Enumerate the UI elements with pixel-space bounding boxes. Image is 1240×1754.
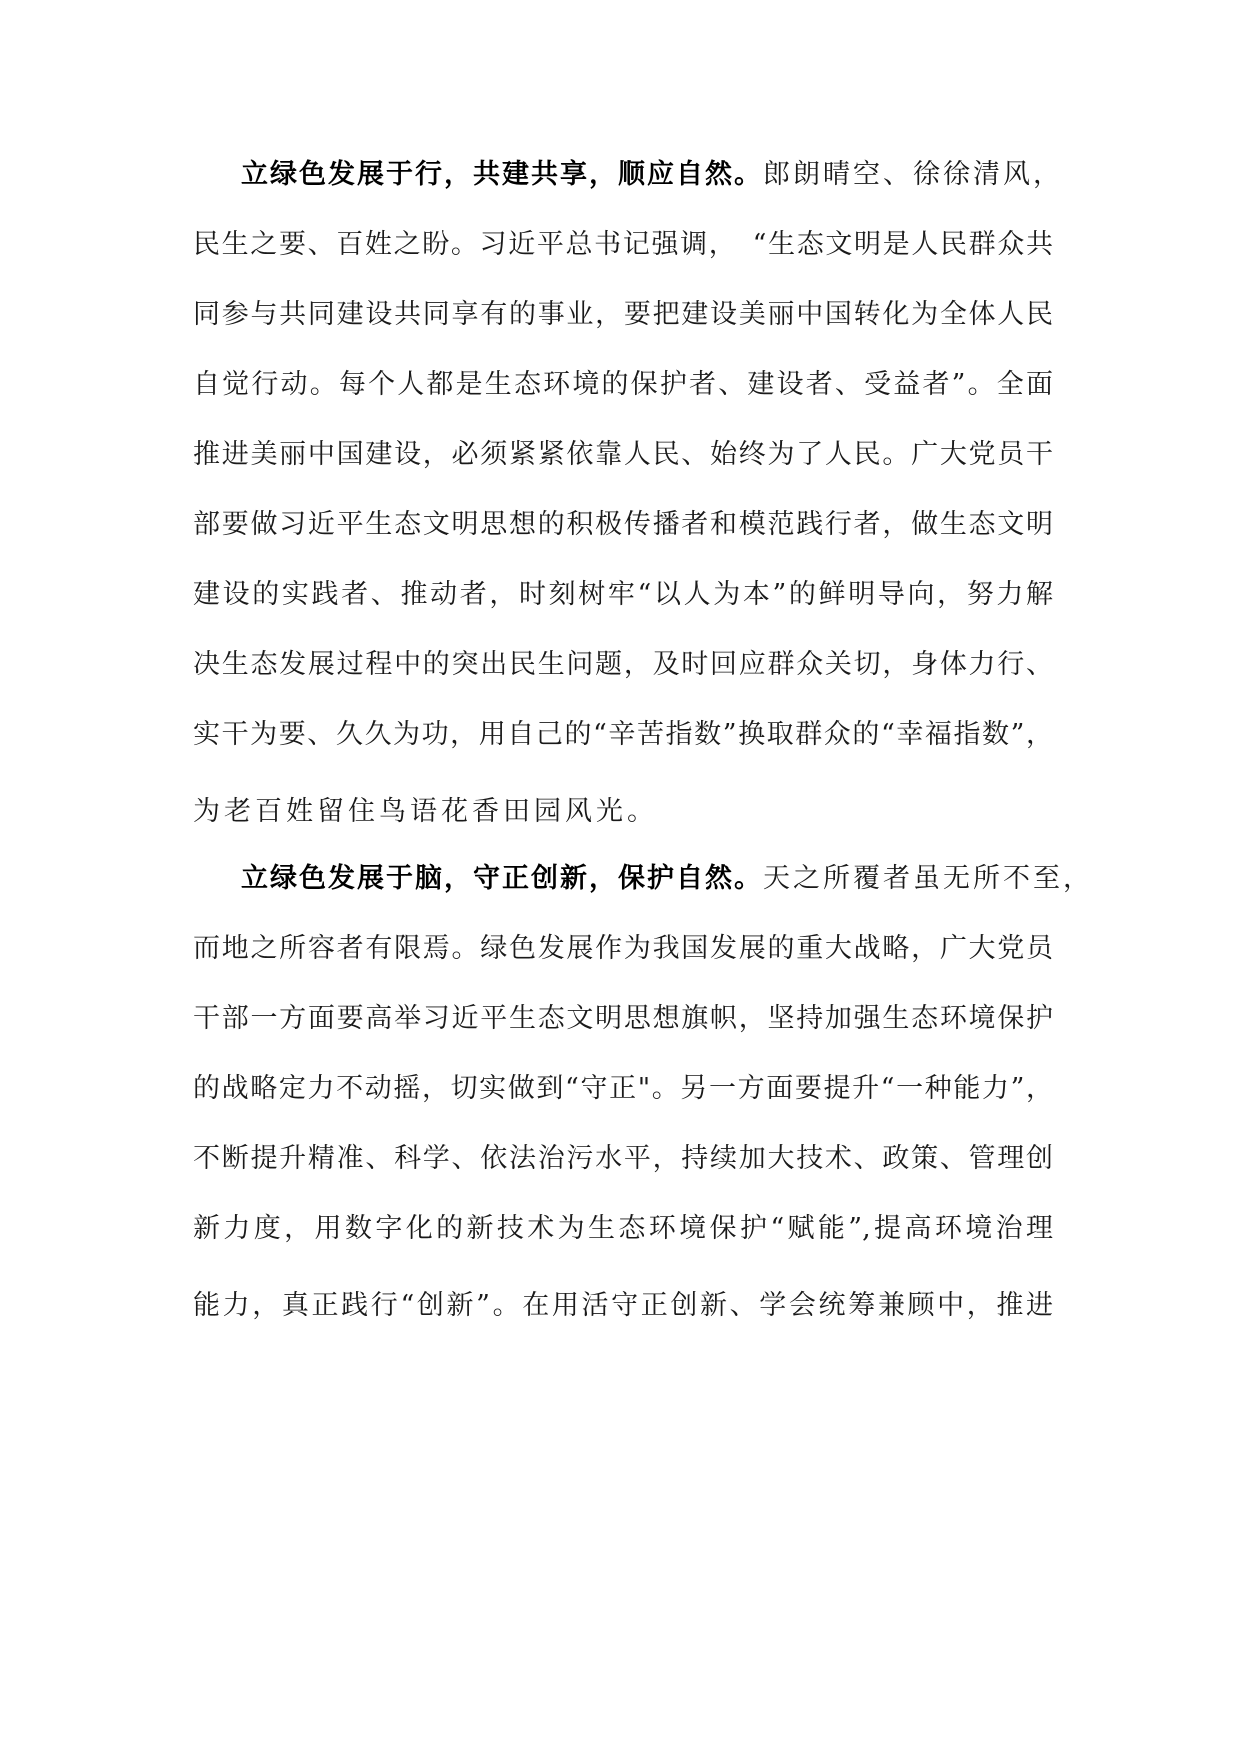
paragraph-1-line: 建设的实践者、推动者，时刻树牢“以人为本”的鲜明导向，努力解 bbox=[193, 579, 1053, 610]
paragraph-2-line: 能力，真正践行“创新”。在用活守正创新、学会统筹兼顾中，推进 bbox=[193, 1290, 1053, 1321]
paragraph-2-first-line bbox=[241, 857, 1093, 901]
paragraph-2-line: 不断提升精准、科学、依法治污水平，持续加大技术、政策、管理创 bbox=[193, 1143, 1053, 1174]
paragraph-2-first-rest: 天之所覆者虽无所不至， bbox=[763, 863, 1093, 894]
paragraph-1-first-line bbox=[241, 153, 1063, 197]
paragraph-2-line: 干部一方面要高举习近平生态文明思想旗帜，坚持加强生态环境保护 bbox=[193, 1003, 1053, 1034]
paragraph-1-line: 实干为要、久久为功，用自己的“辛苦指数”换取群众的“幸福指数”， bbox=[193, 719, 1053, 750]
paragraph-1-line: 推进美丽中国建设，必须紧紧依靠人民、始终为了人民。广大党员干 bbox=[193, 439, 1053, 470]
paragraph-2-line: 的战略定力不动摇，切实做到“守正"。另一方面要提升“一种能力”， bbox=[193, 1073, 1053, 1104]
paragraph-1-first-rest: 郎朗晴空、徐徐清风， bbox=[763, 159, 1063, 190]
paragraph-2-line: 新力度，用数字化的新技术为生态环境保护“赋能”,提高环境治理 bbox=[193, 1213, 1053, 1244]
paragraph-2-lead: 立绿色发展于脑，守正创新，保护自然。 bbox=[241, 863, 763, 894]
paragraph-1-line: 民生之要、百姓之盼。习近平总书记强调， “生态文明是人民群众共 bbox=[193, 229, 1053, 260]
paragraph-2-line: 而地之所容者有限焉。绿色发展作为我国发展的重大战略，广大党员 bbox=[193, 933, 1053, 964]
paragraph-1-line: 部要做习近平生态文明思想的积极传播者和模范践行者，做生态文明 bbox=[193, 509, 1053, 540]
paragraph-1-last-line: 为老百姓留住鸟语花香田园风光。 bbox=[193, 796, 658, 827]
paragraph-1-lead: 立绿色发展于行，共建共享，顺应自然。 bbox=[241, 159, 763, 190]
paragraph-1-line: 决生态发展过程中的突出民生问题，及时回应群众关切，身体力行、 bbox=[193, 649, 1053, 680]
paragraph-1-line: 同参与共同建设共同享有的事业，要把建设美丽中国转化为全体人民 bbox=[193, 299, 1053, 330]
paragraph-1-line: 自觉行动。每个人都是生态环境的保护者、建设者、受益者”。全面 bbox=[193, 369, 1053, 400]
